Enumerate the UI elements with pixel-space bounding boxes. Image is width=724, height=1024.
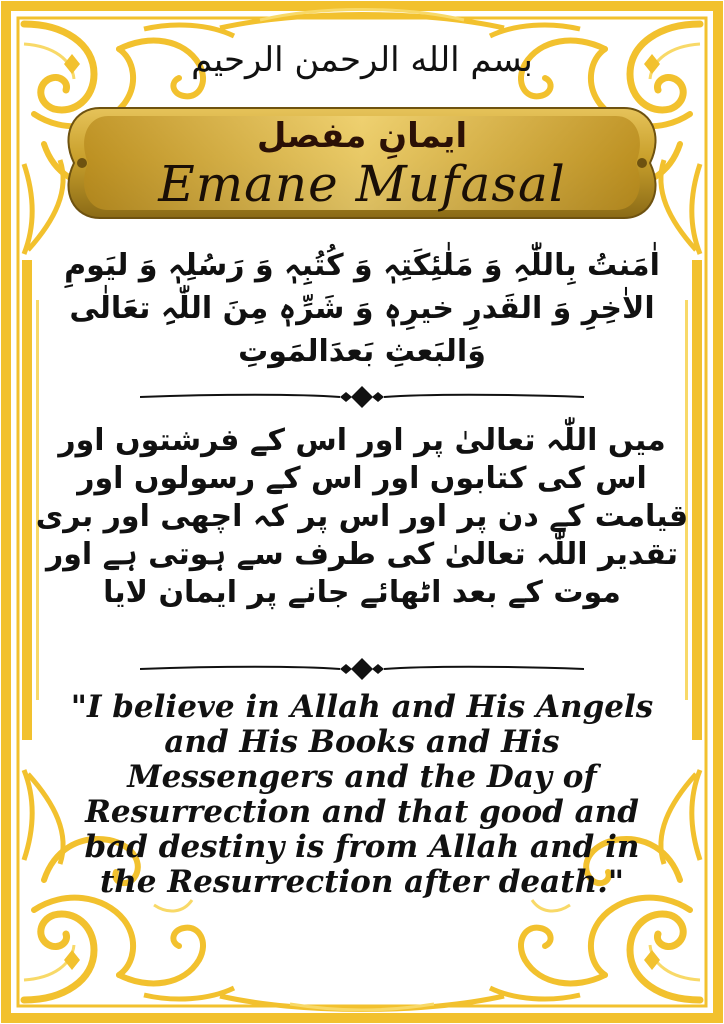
divider-ornament	[140, 384, 584, 410]
bismillah-calligraphy: بسم الله الرحمن الرحيم	[191, 40, 533, 80]
divider-ornament	[140, 656, 584, 682]
urdu-translation: میں اللّٰہ تعالیٰ پر اور اس کے فرشتوں اور اس کی کتابوں اور اس کے رسولوں اور قیامت کے دن پر اور اس پر کہ اچھی اور بری تقدیر اللّٰہ تعالیٰ کی طرف سے ہوتی ہے اور موت کے بعد اٹھائے جانے پر ایمان لایا	[35, 423, 689, 610]
title-banner	[60, 104, 664, 222]
english-translation: "I believe in Allah and His Angels and His Books and His Messengers and the Day of Resurrection and that good and bad destiny is from Allah and in the Resurrection after death."	[70, 689, 654, 900]
title-english: Emane Mufasal	[158, 155, 566, 213]
arabic-text: اٰمَنتُ بِاللّٰہِ وَ مَلٰئِکَتِہٖ وَ کُتُبِہٖ وَ رَسُلِہٖ وَ لیَومِ الاٰخِرِ وَ القَدرِ خیرِہٖ وَ شَرِّہٖ مِنَ اللّٰہِ تعَالٰی وَالبَعثِ بَعدَالمَوتِ	[64, 248, 660, 369]
title-urdu: ایمانِ مفصل	[256, 116, 468, 156]
